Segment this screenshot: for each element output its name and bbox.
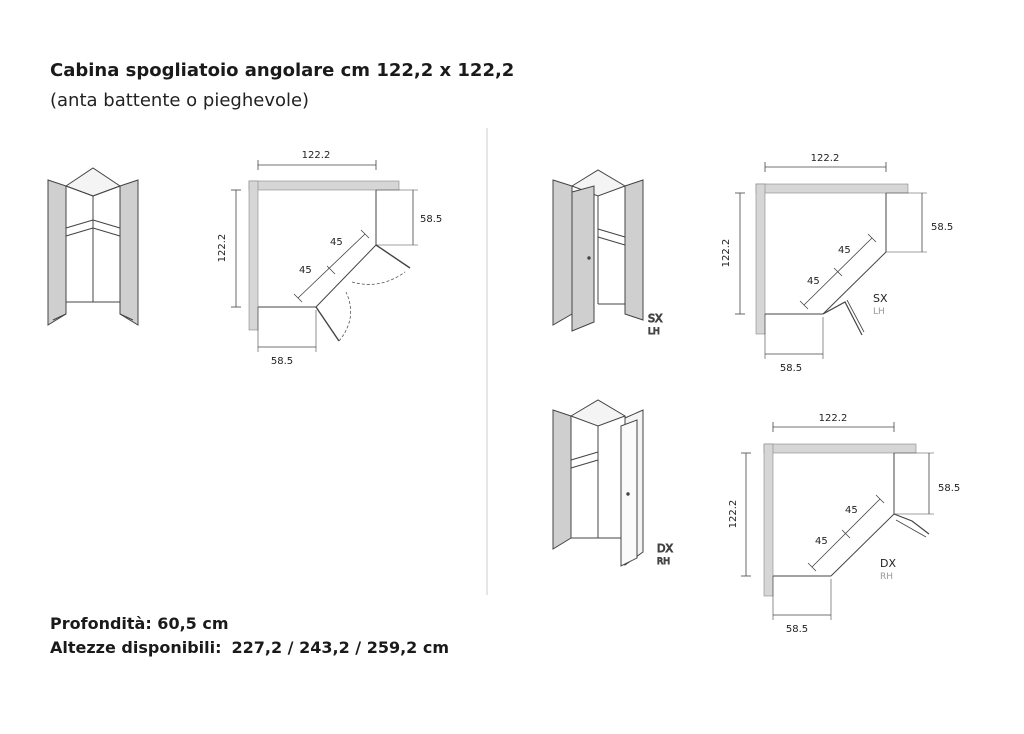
dim-right-depth: 58.5 — [931, 222, 954, 233]
elevation-rh — [553, 400, 673, 567]
elevation-lh-side: SX — [648, 312, 663, 325]
heights-value: 227,2 / 243,2 / 259,2 cm — [231, 638, 450, 657]
dim-right-depth: 58.5 — [938, 483, 961, 494]
elevation-rh-side-sub: RH — [657, 557, 671, 567]
dim-bottom-depth: 58.5 — [270, 356, 294, 367]
page-title: Cabina spogliatoio angolare cm 122,2 x 122,2 — [50, 60, 515, 81]
elevation-standard — [48, 168, 138, 325]
elevation-lh-side-sub: LH — [648, 327, 660, 337]
plan-lh — [721, 153, 953, 374]
dim-diag-upper: 45 — [845, 505, 858, 516]
dim-diag-lower: 45 — [807, 276, 820, 287]
dim-bottom-depth: 58.5 — [779, 363, 803, 374]
dim-left-height: 122.2 — [728, 499, 739, 529]
dim-top-width: 122.2 — [301, 150, 331, 161]
dim-diag-lower: 45 — [299, 265, 312, 276]
plan-rh — [728, 413, 960, 635]
dim-left-height: 122.2 — [217, 233, 228, 263]
page-subtitle: (anta battente o pieghevole) — [50, 90, 310, 111]
dim-diag-upper: 45 — [330, 237, 343, 248]
dim-top-width: 122.2 — [810, 153, 840, 164]
dim-left-height: 122.2 — [721, 238, 732, 268]
heights-label: Altezze disponibili: — [50, 638, 222, 657]
dim-right-depth: 58.5 — [420, 214, 443, 225]
plan-rh-side: DX — [880, 557, 897, 570]
plan-lh-side-sub: LH — [873, 307, 885, 317]
dim-diag-upper: 45 — [838, 245, 851, 256]
dim-bottom-depth: 58.5 — [785, 624, 809, 635]
plan-rh-side-sub: RH — [880, 572, 894, 582]
plan-lh-side: SX — [873, 292, 888, 305]
dim-diag-lower: 45 — [815, 536, 828, 547]
heights-spec — [50, 638, 449, 657]
elevation-lh — [553, 170, 663, 337]
elevation-rh-side: DX — [657, 542, 674, 555]
depth-spec: Profondità: 60,5 cm — [50, 614, 229, 633]
plan-standard — [217, 150, 442, 367]
dim-top-width: 122.2 — [818, 413, 848, 424]
